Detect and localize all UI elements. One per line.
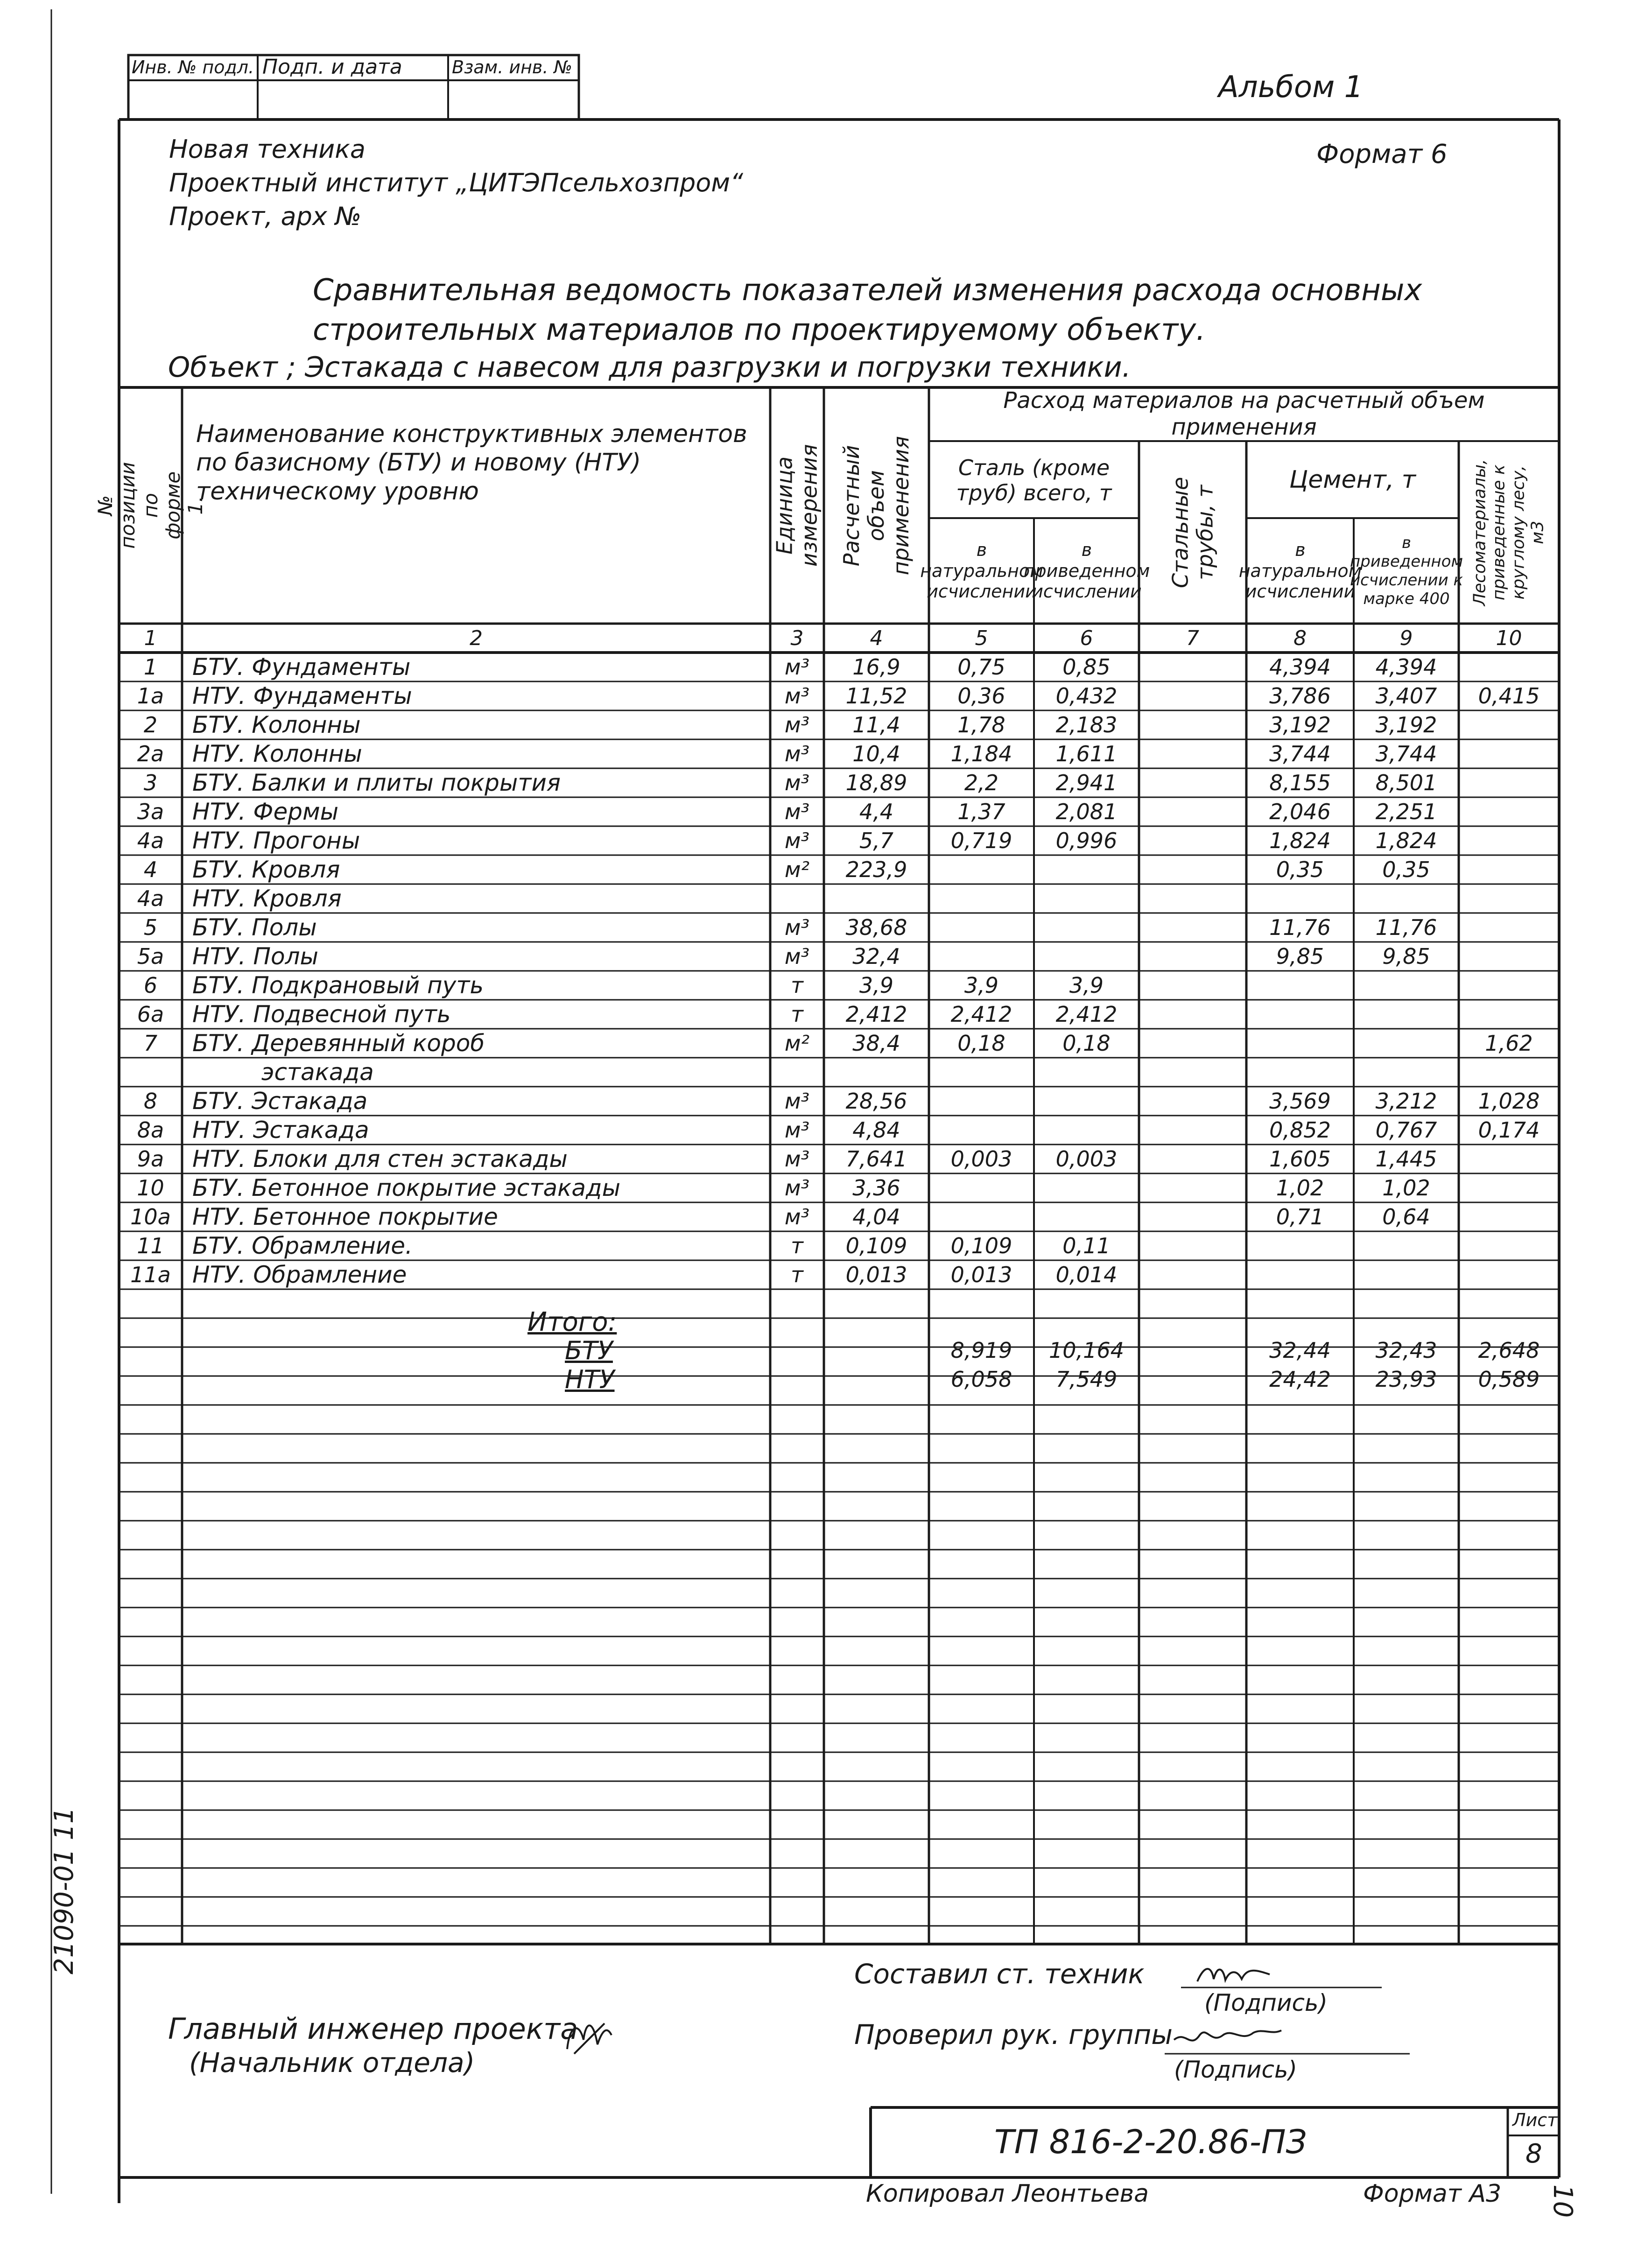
header-line-3: Проект, арх № <box>169 202 362 231</box>
col-header-cement: Цемент, т <box>1289 466 1416 494</box>
row-s-pr: 2,081 <box>1055 799 1118 824</box>
row-wood <box>1459 942 1559 971</box>
row-name: НТУ. Прогоны <box>192 827 360 854</box>
row-vol <box>824 1058 929 1087</box>
row-vol: 2,412 <box>845 1002 907 1027</box>
row-vol: 38,68 <box>845 915 907 940</box>
row-unit: т <box>791 1233 803 1258</box>
row-s-nat <box>929 1087 1034 1116</box>
row-c-pr <box>1354 1260 1459 1289</box>
row-unit: м³ <box>784 1146 810 1172</box>
row-c-nat <box>1246 1231 1354 1260</box>
row-name: БТУ. Бетонное покрытие эстакады <box>192 1174 621 1201</box>
row-pos: 5 <box>143 915 158 940</box>
row-wood <box>1459 1202 1559 1231</box>
row-tubes <box>1139 1145 1246 1173</box>
row-pos: 11 <box>137 1233 164 1258</box>
row-name: НТУ. Бетонное покрытие <box>192 1203 498 1230</box>
row-tubes <box>1139 797 1246 826</box>
row-unit: м³ <box>784 770 810 795</box>
row-vol: 5,7 <box>859 828 894 853</box>
totals-btu-steel-nat: 8,919 <box>950 1338 1012 1363</box>
row-unit: м³ <box>784 1204 810 1229</box>
row-s-pr: 2,412 <box>1055 1002 1118 1027</box>
row-unit: м³ <box>784 1088 810 1114</box>
row-name: НТУ. Обрамление <box>192 1261 407 1288</box>
row-c-pr: 0,64 <box>1382 1204 1430 1229</box>
row-tubes <box>1139 739 1246 768</box>
row-vol: 11,4 <box>852 712 900 737</box>
row-tubes <box>1139 710 1246 739</box>
row-tubes <box>1139 1058 1246 1087</box>
sheet-label: Лист <box>1512 2110 1558 2130</box>
totals-btu-name: БТУ <box>565 1336 613 1365</box>
row-s-nat: 1,37 <box>957 799 1005 824</box>
row-s-pr <box>1034 942 1139 971</box>
row-unit: м³ <box>784 683 810 709</box>
row-s-nat: 0,18 <box>957 1031 1005 1056</box>
row-vol: 4,4 <box>859 799 894 824</box>
row-s-pr: 0,85 <box>1062 654 1111 680</box>
row-c-nat: 3,744 <box>1269 741 1331 766</box>
row-c-nat <box>1246 1000 1354 1029</box>
row-c-nat: 2,046 <box>1269 799 1331 824</box>
row-wood <box>1459 971 1559 1000</box>
row-tubes <box>1139 1029 1246 1058</box>
row-wood <box>1459 739 1559 768</box>
totals-ntu-name: НТУ <box>565 1365 615 1394</box>
row-c-nat: 0,71 <box>1276 1204 1324 1229</box>
row-wood <box>1459 913 1559 942</box>
totals-btu-cement-nat: 32,44 <box>1269 1338 1331 1363</box>
row-c-pr: 0,767 <box>1375 1117 1437 1143</box>
col-header-cement-pr: в приведенном исчислении к марке 400 <box>1350 533 1463 609</box>
row-unit <box>770 884 824 913</box>
row-c-nat: 8,155 <box>1269 770 1331 795</box>
row-s-nat: 0,109 <box>950 1233 1012 1258</box>
row-s-pr: 0,996 <box>1055 828 1118 853</box>
row-wood: 0,174 <box>1478 1117 1540 1143</box>
row-s-nat: 0,36 <box>957 683 1005 709</box>
row-s-nat: 1,184 <box>950 741 1012 766</box>
header-line-2: Проектный институт „ЦИТЭПсельхозпром“ <box>169 168 743 197</box>
row-name: БТУ. Полы <box>192 914 317 941</box>
row-vol: 32,4 <box>852 944 900 969</box>
row-c-pr: 0,35 <box>1382 857 1430 882</box>
row-name: БТУ. Эстакада <box>192 1088 368 1115</box>
row-vol: 4,04 <box>852 1204 900 1229</box>
row-unit: т <box>791 1002 803 1027</box>
chief-engineer-label: Главный инженер проекта <box>168 2012 578 2046</box>
row-s-pr <box>1034 855 1139 884</box>
row-c-pr <box>1354 884 1459 913</box>
row-pos: 7 <box>143 1031 158 1056</box>
row-wood <box>1459 797 1559 826</box>
row-tubes <box>1139 855 1246 884</box>
row-s-pr: 0,003 <box>1055 1146 1118 1172</box>
row-wood <box>1459 1000 1559 1029</box>
row-wood <box>1459 1173 1559 1202</box>
row-s-pr <box>1034 1202 1139 1231</box>
row-s-pr: 2,183 <box>1055 712 1118 737</box>
row-pos: 5а <box>137 944 164 969</box>
row-name: эстакада <box>261 1059 374 1086</box>
row-c-nat: 0,852 <box>1269 1117 1331 1143</box>
totals-btu-wood: 2,648 <box>1478 1338 1540 1363</box>
row-c-pr: 2,251 <box>1375 799 1437 824</box>
col-number-8: 8 <box>1293 626 1307 650</box>
row-c-pr: 3,192 <box>1375 712 1437 737</box>
row-s-nat: 0,003 <box>950 1146 1012 1172</box>
row-vol: 10,4 <box>852 741 900 766</box>
row-c-nat <box>1246 971 1354 1000</box>
row-pos: 4 <box>143 857 158 882</box>
row-c-pr <box>1354 1029 1459 1058</box>
row-s-nat <box>929 1116 1034 1145</box>
row-pos: 3 <box>143 770 158 795</box>
row-unit: м³ <box>784 799 810 824</box>
row-pos: 10 <box>137 1175 164 1201</box>
row-name: НТУ. Кровля <box>192 885 342 912</box>
row-wood <box>1459 884 1559 913</box>
col-header-steel-pr: в приведенном исчислении <box>1023 539 1150 602</box>
header-line-1: Новая техника <box>169 134 366 164</box>
row-s-pr: 3,9 <box>1069 973 1104 998</box>
row-name: НТУ. Подвесной путь <box>192 1001 451 1028</box>
checked-label: Проверил рук. группы <box>854 2019 1173 2050</box>
row-c-pr: 1,02 <box>1382 1175 1430 1201</box>
copied-by: Копировал Леонтьева <box>866 2180 1149 2208</box>
row-s-nat <box>929 1058 1034 1087</box>
row-s-pr <box>1034 1087 1139 1116</box>
row-c-pr <box>1354 1231 1459 1260</box>
row-s-nat: 0,719 <box>950 828 1012 853</box>
chief-engineer-sub: (Начальник отдела) <box>189 2047 475 2078</box>
row-name: НТУ. Эстакада <box>192 1116 369 1144</box>
row-unit: м³ <box>784 915 810 940</box>
row-s-pr <box>1034 1058 1139 1087</box>
col-number-5: 5 <box>975 626 988 650</box>
compiled-sig-caption: (Подпись) <box>1204 1989 1328 2016</box>
row-s-pr: 0,18 <box>1062 1031 1111 1056</box>
row-c-nat: 3,569 <box>1269 1088 1331 1114</box>
col-header-steel: Сталь (кроме труб) всего, т <box>956 455 1112 506</box>
row-c-pr: 3,212 <box>1375 1088 1437 1114</box>
row-unit: м² <box>784 1031 810 1056</box>
col-number-4: 4 <box>870 626 883 650</box>
row-s-pr <box>1034 884 1139 913</box>
row-c-pr <box>1354 1058 1459 1087</box>
row-vol <box>824 884 929 913</box>
row-c-pr: 3,407 <box>1375 683 1437 709</box>
row-wood <box>1459 768 1559 797</box>
stamp-vzam-inv: Взам. инв. № <box>452 57 573 77</box>
row-name: БТУ. Обрамление. <box>192 1232 413 1259</box>
row-pos: 2 <box>143 712 158 737</box>
row-wood: 1,62 <box>1485 1031 1533 1056</box>
row-pos: 2а <box>137 741 164 766</box>
row-wood <box>1459 710 1559 739</box>
title-line-1: Сравнительная ведомость показателей изменения расхода основных <box>313 273 1422 308</box>
row-tubes <box>1139 1231 1246 1260</box>
row-s-pr: 0,11 <box>1062 1233 1111 1258</box>
totals-btu-steel-pr: 10,164 <box>1049 1338 1124 1363</box>
row-wood <box>1459 1058 1559 1087</box>
row-pos: 1а <box>137 683 164 709</box>
row-name: БТУ. Подкрановый путь <box>192 972 484 999</box>
row-tubes <box>1139 1173 1246 1202</box>
row-s-nat: 3,9 <box>964 973 999 998</box>
col-header-name: Наименование конструктивных элементов по базисному (БТУ) и новому (НТУ) техническому уровню <box>196 420 747 506</box>
row-s-nat <box>929 1173 1034 1202</box>
row-s-nat: 0,013 <box>950 1262 1012 1287</box>
col-header-volume: Расчетный объем применения <box>839 435 914 576</box>
row-name: НТУ. Фундаменты <box>192 682 412 709</box>
row-vol: 4,84 <box>852 1117 900 1143</box>
row-tubes <box>1139 913 1246 942</box>
row-wood <box>1459 826 1559 855</box>
row-pos: 4а <box>137 886 164 911</box>
row-name: БТУ. Деревянный короб <box>192 1030 485 1057</box>
row-name: НТУ. Фермы <box>192 798 339 825</box>
totals-ntu-cement-pr: 23,93 <box>1375 1367 1437 1392</box>
row-name: НТУ. Блоки для стен эстакады <box>192 1145 568 1173</box>
row-c-pr: 1,824 <box>1375 828 1437 853</box>
row-tubes <box>1139 768 1246 797</box>
totals-ntu-steel-nat: 6,058 <box>950 1367 1012 1392</box>
row-c-nat: 11,76 <box>1269 915 1331 940</box>
row-vol: 38,4 <box>852 1031 900 1056</box>
col-number-7: 7 <box>1186 626 1199 650</box>
row-vol: 16,9 <box>852 654 900 680</box>
side-code: 21090-01 11 <box>49 1807 79 1974</box>
col-header-position: № позиции по форме 1. <box>93 462 207 549</box>
format-label: Формат А3 <box>1363 2180 1502 2208</box>
col-header-steel-nat: в натуральном исчислении <box>920 539 1043 602</box>
col-header-wood: Лесоматериалы, приведенные к круглому лесу, м3 <box>1470 459 1547 606</box>
col-number-2: 2 <box>470 626 483 650</box>
row-vol: 0,109 <box>845 1233 907 1258</box>
row-vol: 3,9 <box>859 973 894 998</box>
row-vol: 7,641 <box>845 1146 907 1172</box>
row-unit: м³ <box>784 1175 810 1201</box>
row-s-pr <box>1034 1173 1139 1202</box>
col-header-unit: Единица измерения <box>772 444 822 567</box>
totals-ntu-steel-pr: 7,549 <box>1055 1367 1118 1392</box>
row-unit: м² <box>784 857 810 882</box>
row-vol: 28,56 <box>845 1088 907 1114</box>
row-c-nat: 1,605 <box>1269 1146 1331 1172</box>
checked-signature <box>1172 2021 1284 2054</box>
row-pos: 3а <box>137 799 164 824</box>
col-number-10: 10 <box>1496 626 1522 650</box>
row-c-nat <box>1246 1029 1354 1058</box>
row-pos: 11а <box>130 1262 171 1287</box>
row-pos: 6 <box>143 973 158 998</box>
row-c-pr: 1,445 <box>1375 1146 1437 1172</box>
col-number-6: 6 <box>1080 626 1093 650</box>
row-wood <box>1459 653 1559 681</box>
row-unit: м³ <box>784 1117 810 1143</box>
checked-sig-caption: (Подпись) <box>1174 2056 1297 2083</box>
row-name: БТУ. Колонны <box>192 711 361 738</box>
document-code: ТП 816-2-20.86-ПЗ <box>994 2123 1307 2161</box>
totals-btu-cement-pr: 32,43 <box>1375 1338 1437 1363</box>
row-wood <box>1459 1145 1559 1173</box>
row-unit: т <box>791 973 803 998</box>
row-unit: м³ <box>784 828 810 853</box>
row-s-nat: 2,412 <box>950 1002 1012 1027</box>
row-name: НТУ. Полы <box>192 943 319 970</box>
row-vol: 3,36 <box>852 1175 900 1201</box>
totals-ntu-wood: 0,589 <box>1478 1367 1540 1392</box>
row-vol: 0,013 <box>845 1262 907 1287</box>
row-c-nat: 4,394 <box>1269 654 1331 680</box>
row-tubes <box>1139 681 1246 710</box>
row-s-pr: 0,014 <box>1055 1262 1118 1287</box>
row-tubes <box>1139 1087 1246 1116</box>
row-name: БТУ. Фундаменты <box>192 653 411 681</box>
side-number: 10 <box>1547 2184 1578 2218</box>
row-c-nat: 3,192 <box>1269 712 1331 737</box>
row-tubes <box>1139 1202 1246 1231</box>
row-tubes <box>1139 1000 1246 1029</box>
compiled-label: Составил ст. техник <box>854 1958 1145 1990</box>
row-c-pr: 9,85 <box>1382 944 1430 969</box>
row-s-pr: 1,611 <box>1055 741 1118 766</box>
row-s-pr <box>1034 913 1139 942</box>
row-pos: 9а <box>137 1146 164 1172</box>
row-pos: 6а <box>137 1002 164 1027</box>
col-header-tubes: Стальные трубы, т <box>1167 477 1217 588</box>
row-unit: т <box>791 1262 803 1287</box>
row-s-nat <box>929 884 1034 913</box>
row-tubes <box>1139 884 1246 913</box>
row-c-nat: 3,786 <box>1269 683 1331 709</box>
row-c-nat: 0,35 <box>1276 857 1324 882</box>
row-s-nat <box>929 855 1034 884</box>
row-tubes <box>1139 826 1246 855</box>
row-unit: м³ <box>784 741 810 766</box>
row-s-nat <box>929 913 1034 942</box>
row-name: БТУ. Кровля <box>192 856 340 883</box>
row-pos: 8а <box>137 1117 164 1143</box>
row-vol: 18,89 <box>845 770 907 795</box>
row-c-pr <box>1354 971 1459 1000</box>
form-label: Формат 6 <box>1316 139 1448 169</box>
col-number-3: 3 <box>790 626 804 650</box>
row-unit <box>770 1058 824 1087</box>
row-s-nat: 1,78 <box>957 712 1005 737</box>
totals-label: Итого: <box>527 1307 617 1337</box>
row-s-pr <box>1034 1116 1139 1145</box>
row-c-nat <box>1246 1058 1354 1087</box>
row-c-pr <box>1354 1000 1459 1029</box>
chief-signature <box>560 2007 621 2063</box>
row-pos: 1 <box>143 654 158 680</box>
row-c-nat <box>1246 1260 1354 1289</box>
title-line-2: строительных материалов по проектируемому объекту. <box>313 313 1206 347</box>
row-vol: 223,9 <box>845 857 907 882</box>
object-line: Объект ; Эстакада с навесом для разгрузки и погрузки техники. <box>168 351 1131 384</box>
row-wood <box>1459 1231 1559 1260</box>
stamp-inv-podl: Инв. № подл. <box>132 57 254 77</box>
row-c-pr: 4,394 <box>1375 654 1437 680</box>
row-s-nat <box>929 942 1034 971</box>
row-tubes <box>1139 1116 1246 1145</box>
row-wood <box>1459 1260 1559 1289</box>
row-c-pr: 11,76 <box>1375 915 1437 940</box>
album-label: Альбом 1 <box>1218 70 1364 105</box>
row-c-nat <box>1246 884 1354 913</box>
col-header-group: Расход материалов на расчетный объем применения <box>1003 387 1485 440</box>
row-s-pr: 0,432 <box>1055 683 1118 709</box>
row-s-nat <box>929 1202 1034 1231</box>
compiled-signature <box>1195 1960 1274 1988</box>
row-pos: 8 <box>143 1088 158 1114</box>
row-s-pr: 2,941 <box>1055 770 1118 795</box>
row-tubes <box>1139 1260 1246 1289</box>
totals-ntu-cement-nat: 24,42 <box>1269 1367 1331 1392</box>
row-tubes <box>1139 653 1246 681</box>
row-c-pr: 8,501 <box>1375 770 1437 795</box>
row-tubes <box>1139 971 1246 1000</box>
row-s-nat: 2,2 <box>964 770 999 795</box>
sheet-number: 8 <box>1525 2139 1542 2169</box>
row-name: БТУ. Балки и плиты покрытия <box>192 769 561 796</box>
stamp-podp-data: Подп. и дата <box>262 55 402 79</box>
col-number-9: 9 <box>1399 626 1413 650</box>
col-header-cement-nat: в натуральном исчислении <box>1238 539 1362 602</box>
row-unit: м³ <box>784 712 810 737</box>
col-number-1: 1 <box>144 626 157 650</box>
row-c-nat: 1,824 <box>1269 828 1331 853</box>
row-vol: 11,52 <box>845 683 907 709</box>
row-pos: 10а <box>130 1204 171 1229</box>
row-unit: м³ <box>784 944 810 969</box>
row-tubes <box>1139 942 1246 971</box>
row-wood <box>1459 855 1559 884</box>
row-wood: 0,415 <box>1478 683 1540 709</box>
row-unit: м³ <box>784 654 810 680</box>
row-c-nat: 9,85 <box>1276 944 1324 969</box>
row-c-nat: 1,02 <box>1276 1175 1324 1201</box>
row-wood: 1,028 <box>1478 1088 1540 1114</box>
row-name: НТУ. Колонны <box>192 740 362 767</box>
row-c-pr: 3,744 <box>1375 741 1437 766</box>
row-pos <box>119 1058 182 1087</box>
row-pos: 4а <box>137 828 164 853</box>
row-s-nat: 0,75 <box>957 654 1005 680</box>
